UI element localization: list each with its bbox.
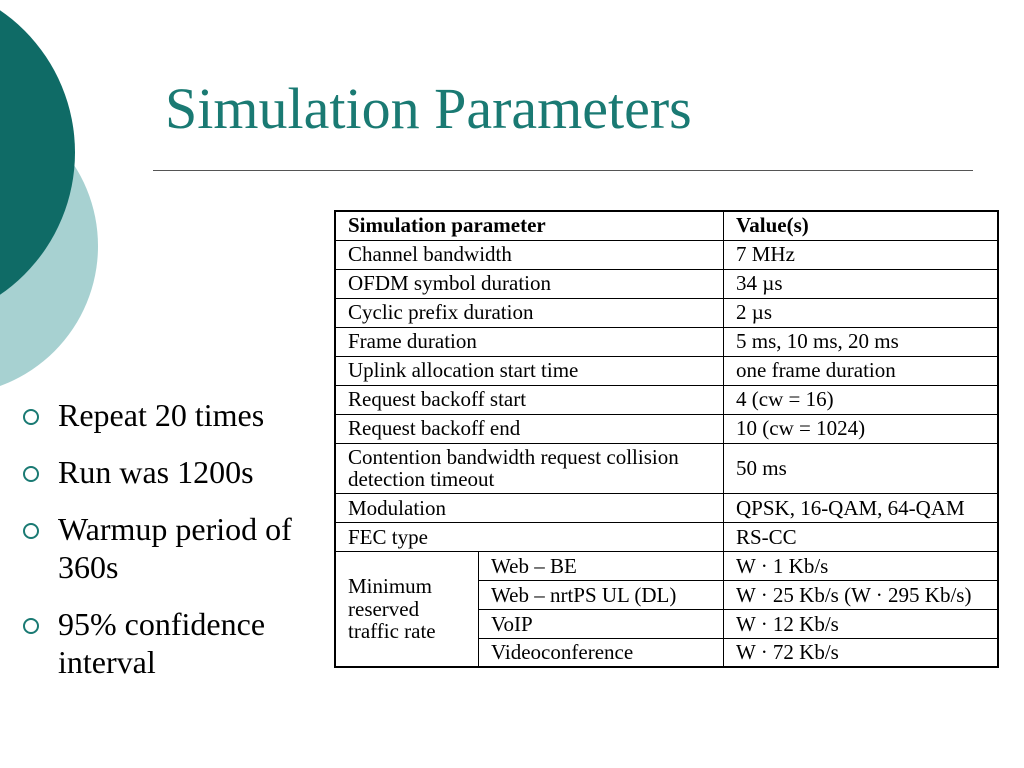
- sub-param-cell: Web – nrtPS UL (DL): [479, 580, 724, 609]
- value-cell: W · 12 Kb/s: [724, 609, 999, 638]
- value-cell: W · 1 Kb/s: [724, 551, 999, 580]
- table-row: [335, 443, 998, 493]
- param-cell: Request backoff end: [335, 414, 724, 443]
- table-row: [335, 327, 998, 356]
- param-cell: Cyclic prefix duration: [335, 298, 724, 327]
- value-cell: 10 (cw = 1024): [724, 414, 999, 443]
- bullet-item: Run was 1200s: [18, 453, 323, 491]
- table-row: [335, 356, 998, 385]
- table-row: [335, 522, 998, 551]
- bullet-list: [18, 396, 323, 700]
- sub-param-cell: VoIP: [479, 609, 724, 638]
- table-row: [335, 298, 998, 327]
- table-row: [335, 551, 998, 580]
- header-value: Value(s): [724, 211, 999, 240]
- bullet-item: Warmup period of 360s: [18, 510, 323, 586]
- table-row: [335, 414, 998, 443]
- value-cell: 50 ms: [724, 443, 999, 493]
- param-cell: Modulation: [335, 493, 724, 522]
- value-cell: QPSK, 16-QAM, 64-QAM: [724, 493, 999, 522]
- param-cell: Channel bandwidth: [335, 240, 724, 269]
- circle-bullet-icon: [23, 466, 39, 482]
- value-cell: 5 ms, 10 ms, 20 ms: [724, 327, 999, 356]
- value-cell: 7 MHz: [724, 240, 999, 269]
- bullet-item: 95% confidence interval: [18, 605, 323, 681]
- param-cell: Frame duration: [335, 327, 724, 356]
- circle-bullet-icon: [23, 618, 39, 634]
- value-cell: RS-CC: [724, 522, 999, 551]
- title-divider: [153, 170, 973, 171]
- param-cell: Request backoff start: [335, 385, 724, 414]
- param-cell: Uplink allocation start time: [335, 356, 724, 385]
- value-cell: 2 µs: [724, 298, 999, 327]
- table-row: [335, 269, 998, 298]
- param-cell: FEC type: [335, 522, 724, 551]
- group-label-cell: Minimum reserved traffic rate: [335, 551, 479, 667]
- sub-param-cell: Videoconference: [479, 638, 724, 667]
- table-row: [335, 240, 998, 269]
- table-row: [335, 385, 998, 414]
- value-cell: 34 µs: [724, 269, 999, 298]
- param-cell: OFDM symbol duration: [335, 269, 724, 298]
- sub-param-cell: Web – BE: [479, 551, 724, 580]
- simulation-parameters-table: [334, 210, 999, 668]
- value-cell: W · 72 Kb/s: [724, 638, 999, 667]
- value-cell: W · 25 Kb/s (W · 295 Kb/s): [724, 580, 999, 609]
- table-header-row: [335, 211, 998, 240]
- circle-bullet-icon: [23, 523, 39, 539]
- value-cell: one frame duration: [724, 356, 999, 385]
- header-parameter: Simulation parameter: [335, 211, 724, 240]
- value-cell: 4 (cw = 16): [724, 385, 999, 414]
- slide-title: Simulation Parameters: [165, 76, 692, 141]
- table-row: [335, 493, 998, 522]
- bullet-item: Repeat 20 times: [18, 396, 323, 434]
- circle-bullet-icon: [23, 409, 39, 425]
- param-cell: Contention bandwidth request collision detection timeout: [335, 443, 724, 493]
